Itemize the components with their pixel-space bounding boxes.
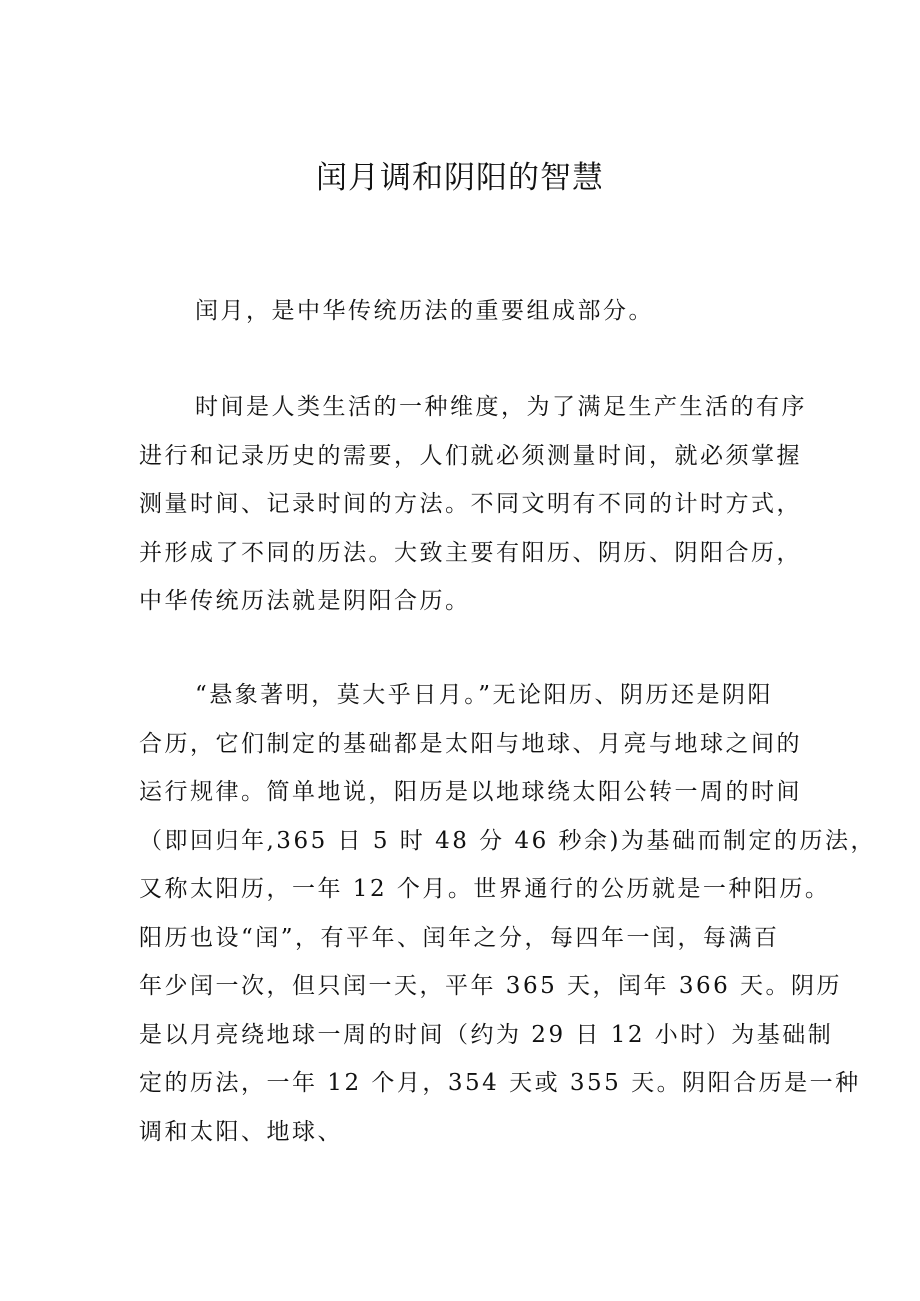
paragraph-line: 定的历法，一年 12 个月，354 天或 355 天。阴阳合历是一种 (139, 1070, 861, 1096)
paragraph-line: 进行和记录历史的需要，人们就必须测量时间，就必须掌握 (139, 442, 802, 469)
paragraph-line: 合历，它们制定的基础都是太阳与地球、月亮与地球之间的 (139, 730, 802, 757)
paragraph-calendar-types (139, 671, 877, 1156)
paragraph-line: 中华传统历法就是阴阳合历。 (139, 588, 471, 614)
paragraph-line: 测量时间、记录时间的方法。不同文明有不同的计时方式， (139, 491, 802, 517)
paragraph-line: 阳历也设“闰”，有平年、闰年之分，每四年一闰，每满百 (139, 924, 780, 951)
paragraph-line: 并形成了不同的历法。大致主要有阳历、阴历、阴阳合历， (139, 539, 802, 566)
paragraph-line: “悬象著明，莫大乎日月。”无论阳历、阴历还是阴阳 (195, 682, 774, 708)
paragraph-line: （即回归年,365 日 5 时 48 分 46 秒余)为基础而制定的历法， (139, 827, 877, 854)
paragraph-time-measurement (139, 383, 807, 626)
document-title: 闰月调和阴阳的智慧 (316, 160, 604, 196)
paragraph-intro (139, 287, 789, 336)
paragraph-line: 运行规律。简单地说，阳历是以地球绕太阳公转一周的时间 (139, 779, 802, 805)
paragraph-line: 时间是人类生活的一种维度，为了满足生产生活的有序 (195, 394, 807, 420)
paragraph-line: 调和太阳、地球、 (139, 1118, 343, 1145)
paragraph-line: 年少闰一次，但只闰一天，平年 365 天，闰年 366 天。阴历 (139, 973, 843, 999)
paragraph-line: 是以月亮绕地球一周的时间（约为 29 日 12 小时）为基础制 (139, 1021, 834, 1048)
paragraph-line: 又称太阳历，一年 12 个月。世界通行的公历就是一种阳历。 (139, 876, 831, 902)
paragraph-line: 闰月，是中华传统历法的重要组成部分。 (195, 298, 654, 324)
